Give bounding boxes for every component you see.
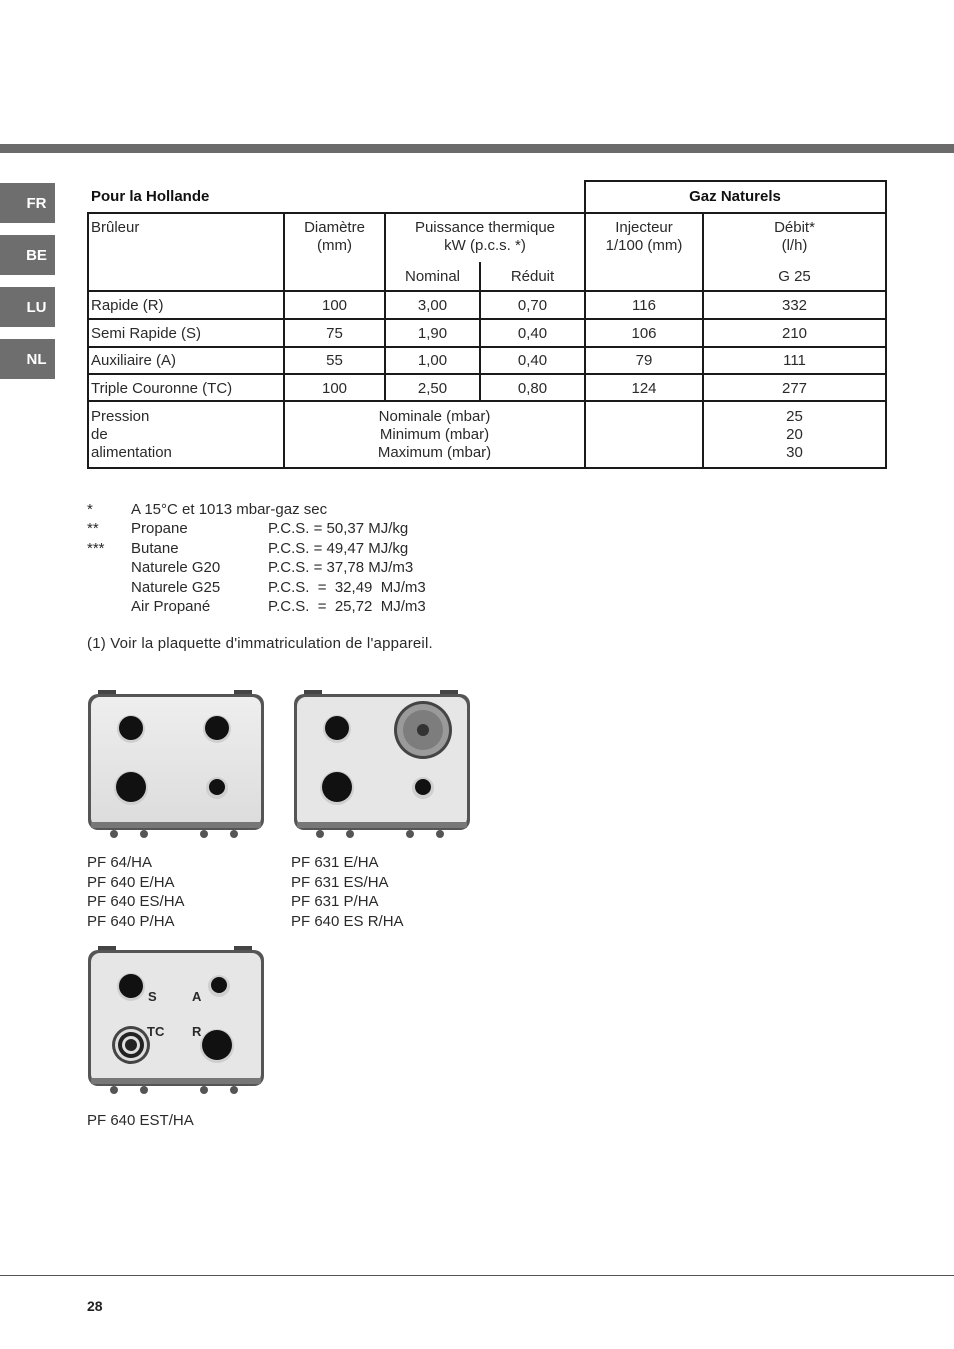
injector-value: 124 <box>631 380 657 397</box>
header-injector: Injecteur <box>615 219 673 236</box>
header-injector-unit: 1/100 (mm) <box>605 237 683 254</box>
header-power: Puissance thermique <box>414 219 556 236</box>
nominal-value: 2,50 <box>417 380 448 397</box>
reduced-value: 0,40 <box>517 352 548 369</box>
note-name: Propane <box>131 520 188 538</box>
reduced-value: 0,70 <box>517 297 548 314</box>
diameter-value: 100 <box>321 297 348 314</box>
header-flow-unit: (l/h) <box>781 237 808 254</box>
pressure-nominal-label: Nominale (mbar) <box>378 408 491 425</box>
note-value: P.C.S. = 37,78 MJ/m3 <box>268 559 414 577</box>
burner-name: Rapide (R) <box>91 297 164 314</box>
lang-tab-fr[interactable]: FR <box>0 183 55 223</box>
model-list-3 <box>87 1111 194 1131</box>
note-name: Butane <box>131 539 179 557</box>
burner-label-s: S <box>148 989 157 1004</box>
pressure-minimum-value: 20 <box>786 426 803 443</box>
flow-value: 111 <box>783 352 806 369</box>
header-nominal: Nominal <box>404 268 461 285</box>
model-name: PF 631 E/HA <box>291 854 379 871</box>
note-value: P.C.S. = 32,49 MJ/m3 <box>268 578 426 596</box>
nominal-value: 3,00 <box>417 297 448 314</box>
header-burner: Brûleur <box>91 219 140 236</box>
pressure-label: de <box>91 426 108 443</box>
injector-value: 116 <box>632 297 656 314</box>
note-mark: * <box>87 501 93 518</box>
pressure-minimum-label: Minimum (mbar) <box>379 426 490 443</box>
model-list-1 <box>87 853 185 931</box>
country-label: Pour la Hollande <box>91 188 210 205</box>
hob-illustration-triple-crown <box>86 944 266 1103</box>
burner-name: Triple Couronne (TC) <box>91 380 233 397</box>
pressure-label: Pression <box>91 408 150 425</box>
lang-tab-be[interactable]: BE <box>0 235 55 275</box>
model-name: PF 640 E/HA <box>87 873 175 891</box>
header-diameter-unit: (mm) <box>317 237 352 254</box>
note-value: P.C.S. = 25,72 MJ/m3 <box>268 597 426 615</box>
burner-label-r: R <box>192 1024 202 1039</box>
note-name: Air Propané <box>131 597 211 615</box>
note-mark: *** <box>87 539 105 557</box>
header-flow-gas: G 25 <box>778 268 811 285</box>
flow-value: 210 <box>781 325 808 342</box>
burner-name: Semi Rapide (S) <box>91 325 202 342</box>
reduced-value: 0,80 <box>517 380 548 397</box>
model-name: PF 64/HA <box>87 854 153 871</box>
flow-value: 277 <box>781 380 808 397</box>
pressure-maximum-label: Maximum (mbar) <box>377 444 492 461</box>
burner-name: Auxiliaire (A) <box>91 352 177 369</box>
note-value: P.C.S. = 50,37 MJ/kg <box>268 520 409 538</box>
footer-rule <box>0 1275 954 1276</box>
model-name: PF 640 EST/HA <box>87 1112 194 1129</box>
hob-illustration-4-burners <box>86 688 266 847</box>
burner-label-tc: TC <box>147 1024 165 1039</box>
header-power-unit: kW (p.c.s. *) <box>444 237 526 254</box>
header-rule <box>0 144 954 153</box>
diameter-value: 55 <box>326 352 343 369</box>
nominal-value: 1,90 <box>417 325 448 342</box>
hob-illustration-with-plate <box>292 688 472 847</box>
header-reduced: Réduit <box>510 268 555 285</box>
model-list-2 <box>291 853 404 931</box>
pressure-maximum-value: 30 <box>786 444 803 461</box>
note-name: Naturele G20 <box>131 559 221 577</box>
lang-tab-lu[interactable]: LU <box>0 287 55 327</box>
gas-table <box>87 180 887 469</box>
note-value: P.C.S. = 49,47 MJ/kg <box>268 539 409 557</box>
gas-header: Gaz Naturels <box>689 188 781 205</box>
diameter-value: 75 <box>326 325 343 342</box>
model-name: PF 631 ES/HA <box>291 873 389 891</box>
nominal-value: 1,00 <box>417 352 448 369</box>
footnote: (1) Voir la plaquette d'immatriculation de l'appareil. <box>87 635 433 652</box>
model-name: PF 640 ES/HA <box>87 893 185 910</box>
pressure-label: alimentation <box>91 444 172 461</box>
note-mark: ** <box>87 520 99 538</box>
header-flow: Débit* <box>774 219 815 236</box>
injector-value: 79 <box>635 352 653 369</box>
pressure-nominal-value: 25 <box>786 408 803 425</box>
model-name: PF 640 P/HA <box>87 912 175 930</box>
page-number: 28 <box>87 1298 103 1314</box>
lang-tab-nl[interactable]: NL <box>0 339 55 379</box>
reduced-value: 0,40 <box>517 325 548 342</box>
note-name: Naturele G25 <box>131 578 221 596</box>
model-name: PF 631 P/HA <box>291 893 379 910</box>
diameter-value: 100 <box>321 380 348 397</box>
flow-value: 332 <box>781 297 808 314</box>
burner-label-a: A <box>192 989 202 1004</box>
header-diameter: Diamètre <box>304 219 365 236</box>
model-name: PF 640 ES R/HA <box>291 912 404 930</box>
injector-value: 106 <box>631 325 657 342</box>
note-name: A 15°C et 1013 mbar-gaz sec <box>131 501 328 518</box>
